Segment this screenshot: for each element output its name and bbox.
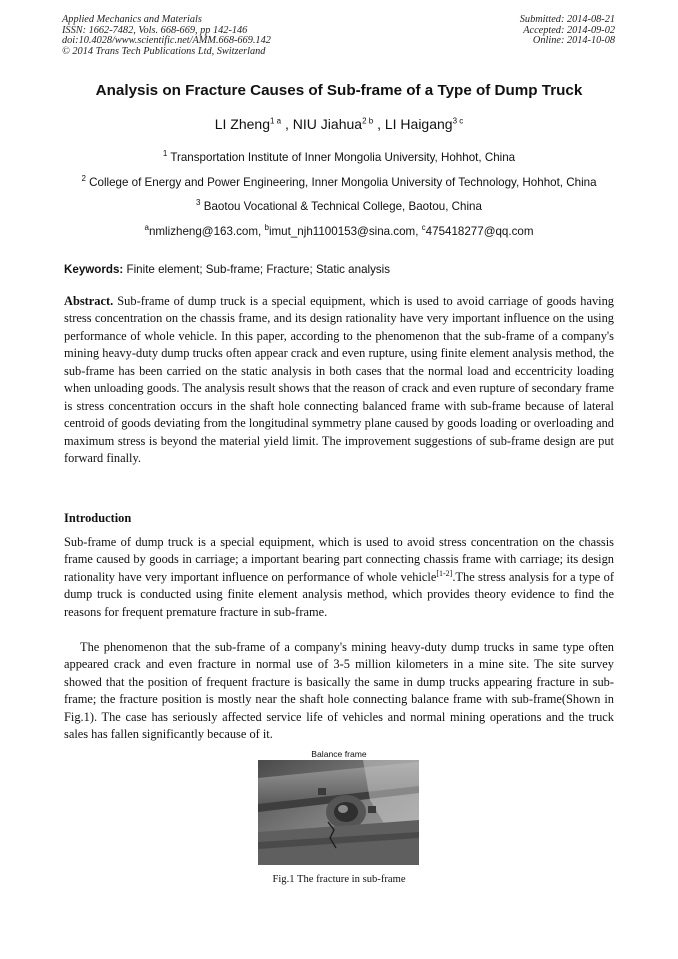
- author-sup: 3 c: [452, 116, 464, 126]
- author-list: LI Zheng$^{1 a}$ , NIU Jiahua$^{2 b}$ , LI Haigang$^{3 c}$: [214, 116, 464, 132]
- issn-line: ISSN: 1662-7482, Vols. 668-669, pp 142-146: [62, 24, 248, 36]
- email-sup: b: [264, 223, 269, 233]
- intro-paragraph-2: The phenomenon that the sub-frame of a company's mining heavy-duty dump trucks in same type often appeared crack and even fracture in normal use of 3-5 million kilometers in a mine site. The site survey showed that the position of frequent fracture is basically the same in dump trucks appearing fracture in sub-frame; the fracture position is mostly near the shaft hole connecting balance frame with sub-frame(Shown in Fig.1). The case has seriously affected service life of vehicles and normal mining operations and the truck sales has fallen significantly because of it.: [64, 640, 614, 742]
- author-name: LI Zheng: [214, 116, 270, 132]
- abstract-text: Sub-frame of dump truck is a special equipment, which is used to avoid carriage of goods having stress concentration on the chassis frame, and its design rationality have very important influence on the using performance of whole vehicle. In this paper, according to the phenomenon that the sub-frame of a company's mining heavy-duty dump trucks often appear crack and even rupture, using finite element analysis method, the sub-frame has been carried on the static analysis in both cases that the normal load and eccentricity loading when unloading goods. The analysis result shows that the reason of crack and even rupture of secondary frame is stress concentration occurs in the shaft hole connecting balanced frame with sub-frame because of lateral centroid of goods deviating from the longitudinal symmetry plane caused by goods loading or overloading and maximum stress is beyond the material yield limit. The improvement suggestions of sub-frame design are put forward finally.: [64, 294, 614, 466]
- email[interactable]: nmlizheng@163.com: [148, 225, 259, 238]
- dates-header: [520, 15, 615, 47]
- accepted-date: Accepted: 2014-09-02: [523, 24, 615, 36]
- citation[interactable]: [1-2]: [436, 568, 453, 578]
- email[interactable]: imut_njh1100153@sina.com: [268, 225, 416, 238]
- online-date: Online: 2014-10-08: [532, 35, 615, 47]
- email-sup: c: [421, 223, 426, 233]
- affiliation-sup: 2: [81, 174, 86, 184]
- submitted-date: Submitted: 2014-08-21: [519, 14, 615, 25]
- author-sup: 2 b: [362, 116, 374, 126]
- affiliation: [0, 176, 678, 189]
- email[interactable]: 475418277@qq.com: [425, 225, 534, 238]
- journal-header: [62, 15, 271, 57]
- fracture-photo: [258, 760, 419, 865]
- keywords-label: Keywords:: [64, 263, 124, 276]
- abstract: [64, 293, 614, 468]
- intro-text: .The stress analysis for a type of dump truck is conducted using finite element analysis method, which provides theory evidence to find the reasons for frequent premature fracture in sub-frame.: [64, 569, 614, 619]
- keywords: [64, 263, 390, 276]
- journal-name: Applied Mechanics and Materials: [62, 14, 202, 25]
- affiliation-sup: 3: [196, 198, 201, 208]
- intro-text: Sub-frame of dump truck is a special equipment, which is used to avoid stress concentration on the chassis frame caused by goods in carriage; a important bearing part connecting chassis frame with carriage; its design rationality have very important influence on performance of whole vehicle: [64, 535, 614, 584]
- intro-paragraph-1: [64, 534, 614, 621]
- affiliation: [0, 200, 678, 213]
- affiliation-sup: 1: [162, 149, 168, 159]
- doi-line: doi:10.4028/www.scientific.net/AMM.668-669.142: [62, 35, 271, 47]
- affiliation-text: Baotou Vocational & Technical College, Baotou, China: [203, 200, 482, 213]
- author-name: LI Haigang: [384, 116, 453, 132]
- affiliation-text: College of Energy and Power Engineering, Inner Mongolia University of Technology, Hohhot, China: [89, 176, 597, 189]
- author-sup: 1 a: [270, 116, 282, 126]
- fracture-photo-graphic: [258, 760, 419, 865]
- figure-callout-label: Balance frame: [311, 749, 367, 759]
- email-line: $^a$nmlizheng@163.com, $^b$imut_njh1100153@sina.com, $^c$475418277@qq.com: [144, 223, 534, 238]
- keywords-text: Finite element; Sub-frame; Fracture; Static analysis: [126, 263, 391, 276]
- affiliation-text: Transportation Institute of Inner Mongolia University, Hohhot, China: [170, 151, 516, 164]
- paper-title: Analysis on Fracture Causes of Sub-frame of a Type of Dump Truck: [95, 82, 583, 99]
- author-name: NIU Jiahua: [292, 116, 363, 132]
- abstract-label: Abstract.: [64, 294, 114, 308]
- figure-caption: Fig.1 The fracture in sub-frame: [272, 874, 406, 885]
- affiliation: [0, 151, 678, 164]
- section-heading: Introduction: [64, 511, 132, 525]
- copyright-line: © 2014 Trans Tech Publications Ltd, Switzerland: [62, 45, 266, 57]
- email-sup: a: [144, 223, 149, 233]
